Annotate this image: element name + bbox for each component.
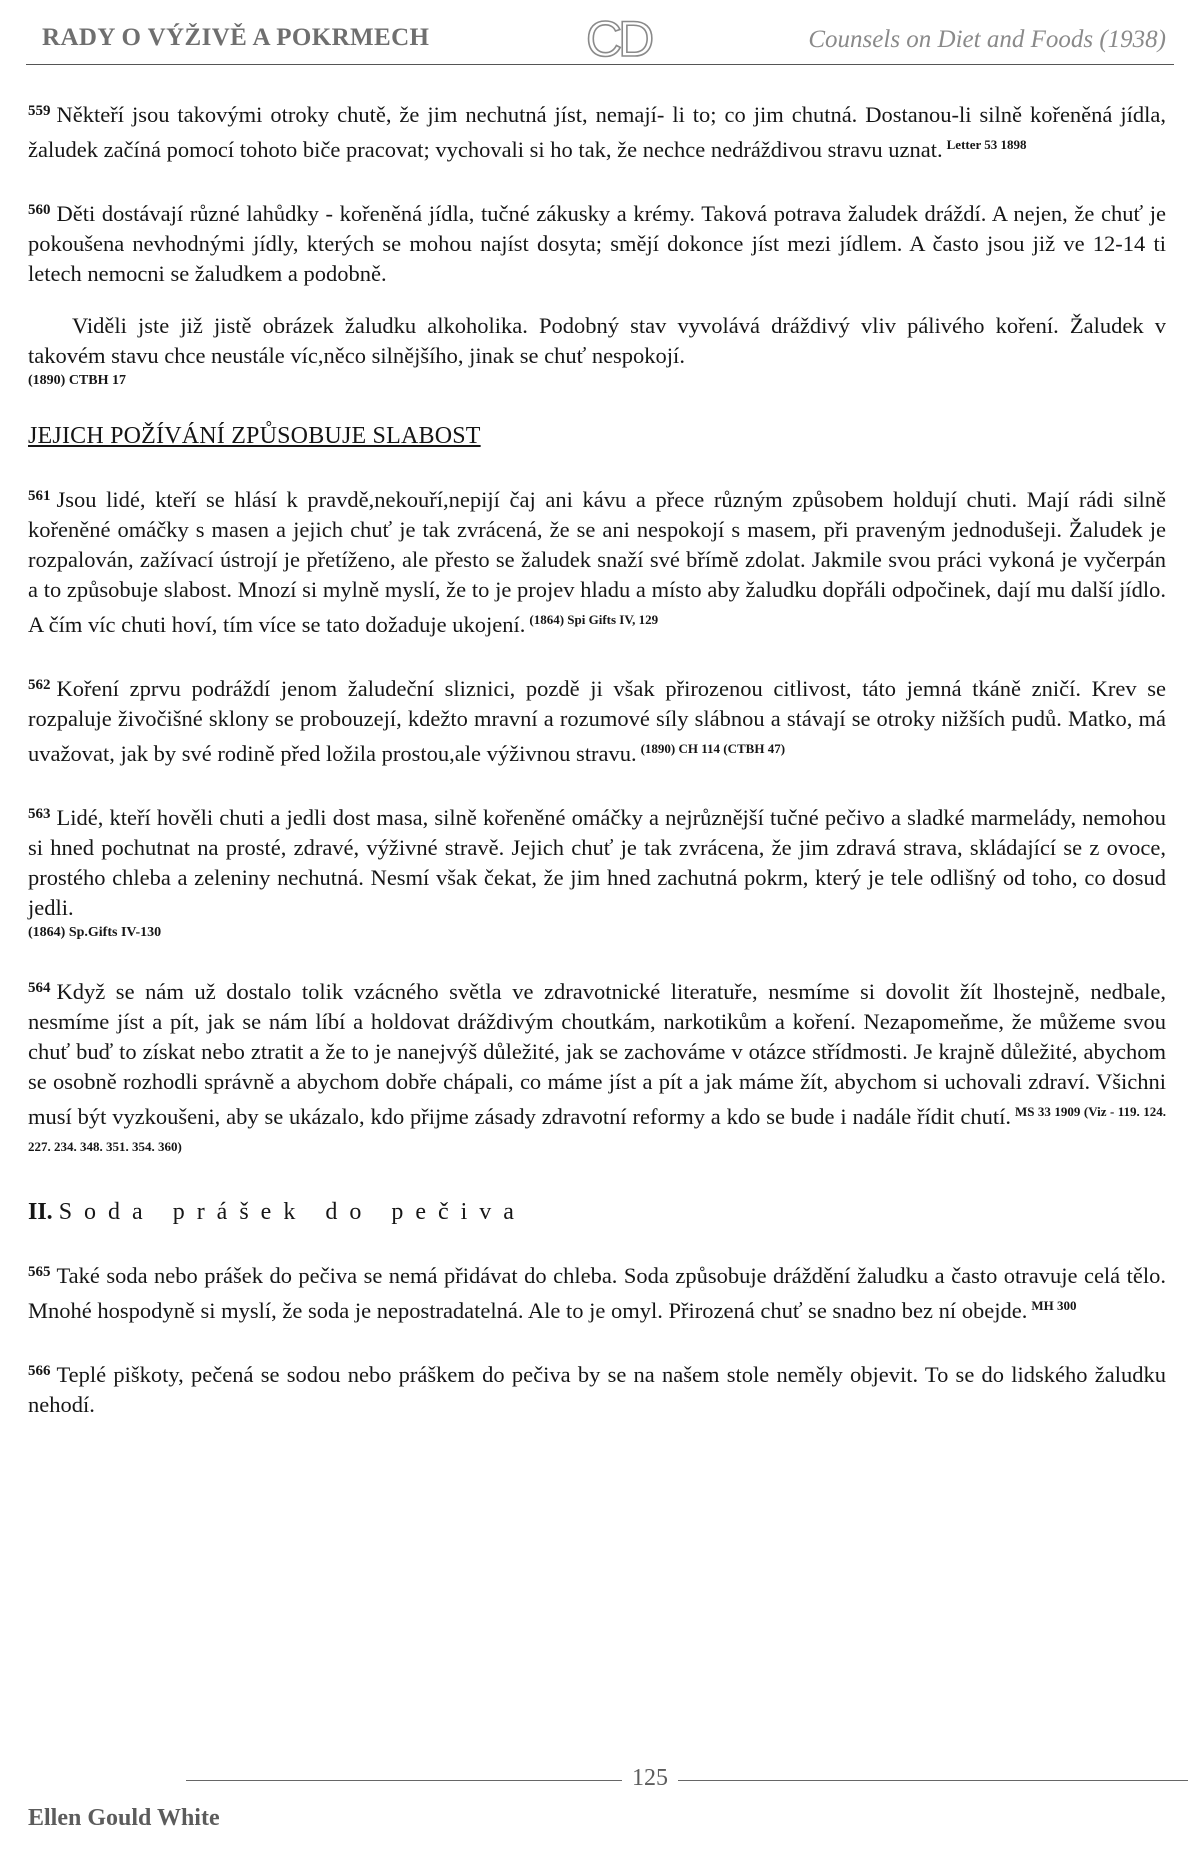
paragraph-560 <box>28 195 1166 289</box>
page-number: 125 <box>632 1765 668 1791</box>
paragraph-563 <box>28 799 1166 923</box>
source-reference: MH 300 <box>1031 1298 1077 1313</box>
paragraph-number: 563 <box>28 806 51 822</box>
source-reference: (1864) Spi Gifts IV, 129 <box>529 612 659 627</box>
paragraph-number: 562 <box>28 677 51 693</box>
section-heading: JEJICH POŽÍVÁNÍ ZPŮSOBUJE SLABOST <box>28 423 481 449</box>
header-divider <box>26 64 1174 65</box>
paragraph-562 <box>28 670 1166 769</box>
paragraph-number: 565 <box>28 1264 51 1280</box>
footer-author: Ellen Gould White <box>28 1805 220 1831</box>
source-reference: (1890) CH 114 (CTBH 47) <box>640 741 786 756</box>
paragraph-number: 561 <box>28 488 51 504</box>
paragraph-566 <box>28 1356 1166 1420</box>
footer-divider-left <box>186 1780 622 1781</box>
paragraph-text: Teplé piškoty, pečená se sodou nebo práškem do pečiva by se na našem stole neměly objevit. To se do lidského žaludku nehodí. <box>28 1362 1166 1417</box>
footer-divider-right <box>678 1780 1188 1781</box>
paragraph-561 <box>28 481 1166 640</box>
source-reference: MS 33 1909 (Viz - 119. 124. 227. 234. 348. 351. 354. 360) <box>28 1104 1166 1154</box>
paragraph-number: 560 <box>28 202 51 218</box>
page-body <box>28 96 1166 1420</box>
paragraph-559 <box>28 96 1166 165</box>
source-reference: (1864) Sp.Gifts IV-130 <box>28 925 162 940</box>
paragraph-560-continued <box>28 311 1166 371</box>
paragraph-number: 564 <box>28 980 51 996</box>
subsection-title: Soda prášek do pečiva <box>58 1199 526 1225</box>
header-english-title: Counsels on Diet and Foods (1938) <box>808 26 1166 53</box>
source-reference: (1890) CTBH 17 <box>28 373 126 388</box>
subsection-heading <box>28 1197 1166 1227</box>
paragraph-text: Děti dostávají různé lahůdky - kořeněná jídla, tučné zákusky a krémy. Taková potrava žaludek dráždí. A nejen, že chuť je pokoušena nevhodnými jídly, kterých se mohou najíst dosyta; smějí dokonce jíst mezi jídlem. A často jsou již ve 12-14 ti letech nemocni se žaludkem a podobně. <box>28 201 1166 286</box>
paragraph-text: Viděli jste již jistě obrázek žaludku alkoholika. Podobný stav vyvolává dráždivý vliv pálivého koření. Žaludek v takovém stavu chce neustále víc,něco silnějšího, jinak se chuť nespokojí. <box>28 313 1166 368</box>
paragraph-text: Když se nám už dostalo tolik vzácného světla ve zdravotnické literatuře, nesmíme si dovolit žít lhostejně, nedbale, nesmíme jíst a pít, jak se nám líbí a holdovat dráždivým choutkám, narkotikům a koření. Nezapomeňme, že můžeme svou chuť buď to získat nebo ztratit a že to je nanejvýš důležité, jak se zachováme v otázce střídmosti. Je krajně důležité, abychom se osobně rozhodli správně a abychom dobře chápali, co máme jíst a pít a jak máme žít, abychom si uchovali zdraví. Všichni musí být vyzkoušeni, aby se ukázalo, kdo přijme zásady zdravotní reformy a kdo se bude i nadále řídit chutí. <box>28 979 1166 1129</box>
paragraph-565 <box>28 1257 1166 1326</box>
paragraph-564 <box>28 973 1166 1167</box>
paragraph-text: Někteří jsou takovými otroky chutě, že jim nechutná jíst, nemají- li to; co jim chutná. Dostanou-li silně kořeněná jídla, žaludek začíná pomocí tohoto biče pracovat; vychovali si ho tak, že nechce nedráždivou stravu uznat. <box>28 102 1166 162</box>
paragraph-number: 559 <box>28 103 51 119</box>
paragraph-text: Jsou lidé, kteří se hlásí k pravdě,nekouří,nepijí čaj ani kávu a přece různým způsobem holdují chuti. Mají rádi silně kořeněné omáčky s masen a jejich chuť je tak zvrácená, že se ani nespokojí s masem, při praveným jednodušeji. Žaludek je rozpalován, zažívací ústrojí je přetíženo, ale přesto se žaludek snaží své břímě zdolat. Jakmile svou práci vykoná je vyčerpán a to způsobuje slabost. Mnozí si mylně myslí, že to je projev hladu a místo aby žaludku dopřáli odpočinek, dají mu další jídlo. A čím víc chuti hoví, tím více se tato dožaduje ukojení. <box>28 487 1166 637</box>
paragraph-text: Koření zprvu podráždí jenom žaludeční sliznici, pozdě ji však přirozenou citlivost, táto jemná tkáně zničí. Krev se rozpaluje živočišné sklony se probouzejí, kdežto mravní a rozumové síly slábnou a stávají se otroky nižších pudů. Matko, má uvažovat, jak by své rodině před ložila prostou,ale výživnou stravu. <box>28 676 1166 766</box>
paragraph-text: Lidé, kteří hověli chuti a jedli dost masa, silně kořeněné omáčky a nejrůznější tučné pečivo a sladké marmelády, nemohou si hned pochutnat na prosté, zdravé, výživné stravě. Jejich chuť je tak zvrácena, že jim zdravá strava, skládající se z ovoce, prostého chleba a zeleniny nechutná. Nesmí však čekat, že jim hned zachutná pokrm, který je tele odlišný od toho, co dosud jedli. <box>28 805 1166 920</box>
source-reference: Letter 53 1898 <box>946 137 1027 152</box>
header-czech-title: RADY O VÝŽIVĚ A POKRMECH <box>42 24 430 51</box>
subsection-numeral: II. <box>28 1199 53 1225</box>
paragraph-number: 566 <box>28 1363 51 1379</box>
cd-logo: CD <box>586 11 651 67</box>
paragraph-text: Také soda nebo prášek do pečiva se nemá přidávat do chleba. Soda způsobuje dráždění žaludku a často otravuje celá tělo. Mnohé hospodyně si myslí, že soda je nepostradatelná. Ale to je omyl. Přirozená chuť se snadno bez ní obejde. <box>28 1263 1166 1323</box>
running-header <box>26 11 1174 68</box>
